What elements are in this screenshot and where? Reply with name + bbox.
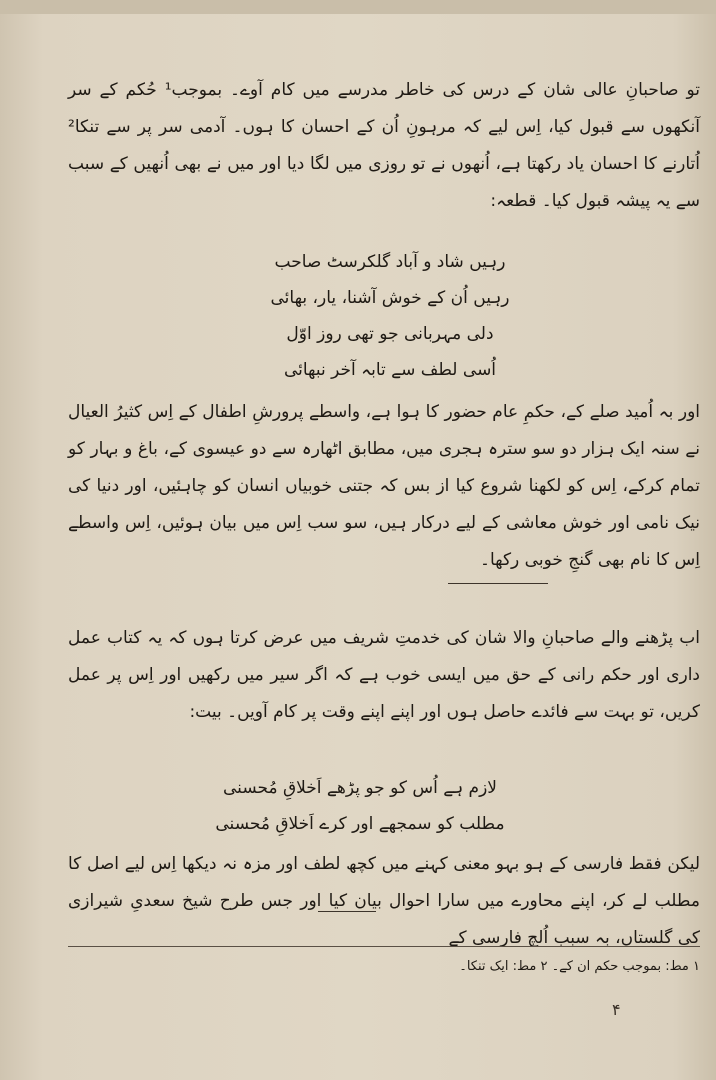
footnote: ۱ مط: بموجب حکم ان کے۔ ۲ مط: ایک تنکا۔ [459,959,700,974]
verse-line: دلی مہربانی جو تھی روز اوّل [286,324,494,344]
verse-bait [160,770,560,842]
paragraph-dedication [68,394,700,579]
page-number: ۴ [612,1000,621,1019]
verse-line: لازم ہے اُس کو جو پڑھے اَخلاقِ مُحسنی [223,778,497,798]
title-overline [448,583,548,584]
verse-qita [190,244,590,388]
verse-line: رہیں شاد و آباد گلکرسٹ صاحب [274,252,506,272]
paragraph-persian [68,846,700,957]
page-top-edge [0,0,716,14]
paragraph-text: لیکن فقط فارسی کے ہو بہو معنی کہنے میں کچھ لطف اور مزہ نہ دیکھا اِس لیے اصل کا مطلب لے کر، اپنے محاورے میں سارا احوال بیان کیا اور جس طرح شیخ سعدیِ شیرازی کی گلستاں، بہ سبب اُلچ فارسی کے [68,854,700,948]
paragraph-text: تو صاحبانِ عالی شان کے درس کی خاطر مدرسے میں کام آوے۔ بموجب¹ حُکم کے سر آنکھوں سے قبول کیا، اِس لیے کہ مرہونِ اُن کے احسان کا ہوں۔ آدمی سر پر سے تنکا² اُتارنے کا احسان یاد رکھتا ہے، اُنھوں نے تو روزی میں لگا دیا اور میں نے بھی اُنھیں کے سبب سے یہ پیشہ قبول کیا۔ قطعہ: [68,80,701,211]
paragraph-opening [68,72,700,220]
footnote-divider [68,946,700,947]
gulistan-overline [318,911,376,912]
verse-line: اُسی لطف سے تابہ آخر نبھائی [283,360,497,380]
paragraph-readers [68,620,700,731]
paragraph-text: اور بہ اُمید صلے کے، حکمِ عام حضور کا ہوا ہے، واسطے پرورشِ اطفال کے اِس کثیرُ العیال نے سنہ ایک ہزار دو سو سترہ ہجری میں، مطابق اٹھارہ سے دو عیسوی کے، باغ و بہار کو تمام کرکے، اِس کو لکھنا شروع کیا از بس کہ جتنی خوبیاں انسان کو چاہئیں، اور دنیا کی نیک نامی اور خوش معاشی کے لیے درکار ہیں، سو سب اِس میں بیان ہوئیں، اِس واسطے اِس کا نام بھی گنجِ خوبی رکھا۔ [68,402,700,570]
verse-line: رہیں اُن کے خوش آشنا، یار، بھائی [270,288,510,308]
verse-line: مطلب کو سمجھے اور کرے اَخلاقِ مُحسنی [215,814,505,834]
paragraph-text: اب پڑھنے والے صاحبانِ والا شان کی خدمتِ شریف میں عرض کرتا ہوں کہ یہ کتاب عمل داری اور حکم رانی کے حق میں ایسی خوب ہے کہ اگر سیر میں رکھیں اور اِس پر عمل کریں، تو بہت سے فائدے حاصل ہوں اور اپنے اپنے وقت پر کام آویں۔ بیت: [68,628,700,722]
